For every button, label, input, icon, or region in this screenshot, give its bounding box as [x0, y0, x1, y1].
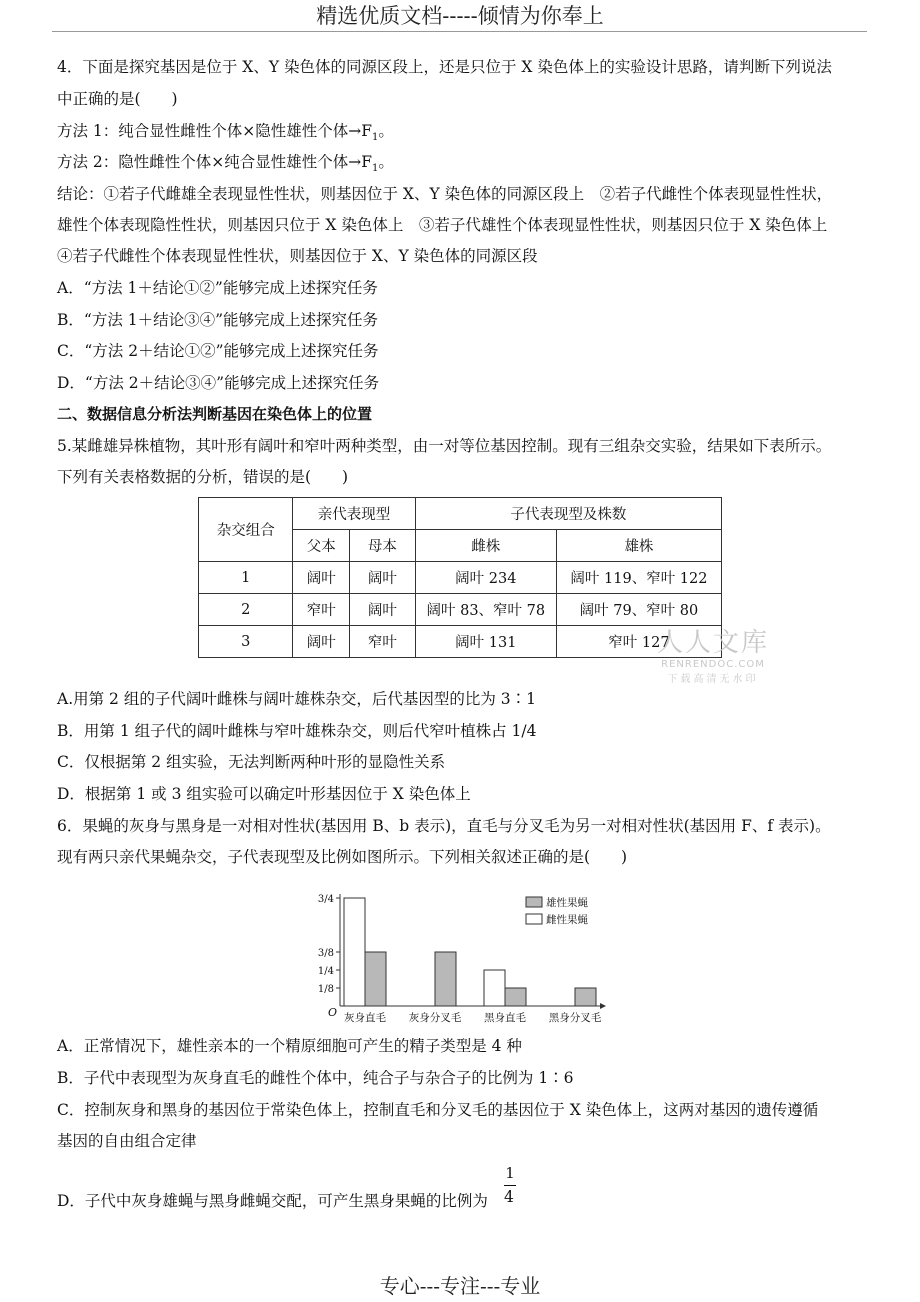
q4-conclusion-line1: 结论：①若子代雌雄全表现显性性状，则基因位于 X、Y 染色体的同源区段上 ②若子代雌性个体表现显性性状， [57, 185, 833, 203]
table-cell: 窄叶 127 [556, 626, 721, 658]
female-bar [484, 970, 505, 1006]
q6-option-a: A．正常情况下，雄性亲本的一个精原细胞可产生的精子类型是 4 种 [57, 1037, 522, 1055]
q4-method2-end: 。 [378, 153, 394, 171]
table-cell: 2 [199, 594, 293, 626]
bar-chart [300, 885, 620, 1030]
q5-option-d: D．根据第 1 或 3 组实验可以确定叶形基因位于 X 染色体上 [57, 785, 471, 803]
y-tick-label: 1/4 [317, 966, 334, 977]
q4-method1-sub: 1 [372, 132, 379, 144]
q6-option-b: B．子代中表现型为灰身直毛的雌性个体中，纯合子与杂合子的比例为 1∶6 [57, 1069, 574, 1087]
female-bar [344, 898, 365, 1006]
table-cell: 阔叶 234 [415, 562, 556, 594]
watermark-main: 人人文库 [656, 628, 769, 658]
q4-stem-line1: 4．下面是探究基因是位于 X、Y 染色体的同源区段上，还是只位于 X 染色体上的实验设计思路，请判断下列说法 [57, 58, 832, 76]
table-cell: 1 [199, 562, 293, 594]
x-category-label: 黑身直毛 [484, 1012, 526, 1024]
q4-stem-line2: 中正确的是( ) [57, 90, 178, 108]
x-category-label: 灰身分叉毛 [408, 1012, 462, 1024]
table-cell: 阔叶 [350, 594, 416, 626]
q5-option-a: A.用第 2 组的子代阔叶雌株与阔叶雄株杂交，后代基因型的比为 3∶1 [57, 690, 536, 708]
page-header: 精选优质文档-----倾情为你奉上 [316, 4, 604, 28]
male-bar [435, 952, 456, 1006]
fraction-numerator: 1 [505, 1164, 515, 1182]
q4-option-d: D．“方法 2＋结论③④”能够完成上述探究任务 [57, 374, 380, 392]
q4-option-c: C．“方法 2＋结论①②”能够完成上述探究任务 [57, 342, 379, 360]
y-tick-label: 3/8 [317, 948, 334, 959]
table-cell: 窄叶 [350, 626, 416, 658]
table-cell: 阔叶 [293, 562, 350, 594]
fraction-denominator: 4 [504, 1188, 514, 1206]
table-row [199, 562, 722, 594]
table-cell: 阔叶 79、窄叶 80 [556, 594, 721, 626]
q4-conclusion-line3: ④若子代雌性个体表现显性性状，则基因位于 X、Y 染色体的同源区段 [57, 247, 538, 265]
x-axis-arrow [600, 1003, 606, 1009]
table-cell: 3 [199, 626, 293, 658]
q6-option-c-cont: 基因的自由组合定律 [57, 1132, 197, 1150]
watermark-sub: 下载高清无水印 [667, 674, 759, 685]
q5-stem-line2: 下列有关表格数据的分析，错误的是( ) [57, 468, 349, 486]
y-tick-label: 1/8 [317, 984, 334, 995]
x-category-label: 黑身分叉毛 [548, 1012, 602, 1024]
th-mother: 母本 [350, 530, 416, 562]
th-male: 雄株 [556, 530, 721, 562]
page-footer: 专心---专注---专业 [379, 1274, 541, 1298]
origin-label: O [328, 1006, 338, 1019]
watermark [648, 622, 778, 685]
cross-table [198, 497, 722, 658]
male-bar [505, 988, 526, 1006]
q4-method1 [57, 121, 394, 148]
table-row [199, 594, 722, 626]
th-female: 雌株 [415, 530, 556, 562]
q6-option-d [57, 1188, 514, 1211]
legend-swatch-male [526, 897, 542, 907]
watermark-url: RENRENDOC.COM [661, 659, 765, 670]
q4-conclusion-line2: 雄性个体表现隐性性状，则基因只位于 X 染色体上 ③若子代雄性个体表现显性性状，则基因只位于 X 染色体上 [57, 216, 828, 234]
table-cell: 阔叶 119、窄叶 122 [556, 562, 721, 594]
table-cell: 阔叶 83、窄叶 78 [415, 594, 556, 626]
y-tick-label: 3/4 [317, 894, 334, 905]
q4-method2 [57, 152, 394, 179]
q4-method1-end: 。 [378, 122, 394, 140]
q4-option-b: B．“方法 1＋结论③④”能够完成上述探究任务 [57, 311, 379, 329]
section-title: 二、数据信息分析法判断基因在染色体上的位置 [57, 405, 373, 423]
q6-stem-line1: 6．果蝇的灰身与黑身是一对相对性状(基因用 B、b 表示)，直毛与分叉毛为另一对相对性状(基因用 F、f 表示)。 [57, 817, 831, 835]
q5-stem-line1: 5.某雌雄异株植物，其叶形有阔叶和窄叶两种类型，由一对等位基因控制。现有三组杂交实验，结果如下表所示。 [57, 437, 832, 455]
q6-option-c: C．控制灰身和黑身的基因位于常染色体上，控制直毛和分叉毛的基因位于 X 染色体上，这两对基因的遗传遵循 [57, 1101, 819, 1119]
legend-label-female: 雌性果蝇 [546, 914, 588, 926]
q5-option-c: C．仅根据第 2 组实验，无法判断两种叶形的显隐性关系 [57, 753, 446, 771]
legend-label-male: 雄性果蝇 [546, 897, 588, 909]
th-group: 杂交组合 [199, 498, 293, 562]
q4-option-a: A．“方法 1＋结论①②”能够完成上述探究任务 [57, 279, 378, 297]
header-divider [52, 31, 867, 32]
q4-method1-text: 方法 1：纯合显性雌性个体×隐性雄性个体→F [57, 122, 373, 140]
th-offspring: 子代表现型及株数 [415, 498, 721, 530]
table-cell: 窄叶 [293, 594, 350, 626]
male-bar [365, 952, 386, 1006]
q5-option-b: B．用第 1 组子代的阔叶雌株与窄叶雄株杂交，则后代窄叶植株占 1/4 [57, 722, 537, 740]
q4-method2-sub: 1 [372, 163, 379, 175]
q6-option-d-text: D．子代中灰身雄蝇与黑身雌蝇交配，可产生黑身果蝇的比例为 [57, 1192, 488, 1210]
q4-method2-text: 方法 2：隐性雌性个体×纯合显性雄性个体→F [57, 153, 373, 171]
legend-swatch-female [526, 914, 542, 924]
table-row [199, 626, 722, 658]
table-cell: 阔叶 [350, 562, 416, 594]
male-bar [575, 988, 596, 1006]
th-parent: 亲代表现型 [293, 498, 415, 530]
table-cell: 阔叶 [293, 626, 350, 658]
q6-stem-line2: 现有两只亲代果蝇杂交，子代表现型及比例如图所示。下列相关叙述正确的是( ) [57, 848, 628, 866]
x-category-label: 灰身直毛 [344, 1012, 386, 1024]
table-cell: 阔叶 131 [415, 626, 556, 658]
th-father: 父本 [293, 530, 350, 562]
fraction-bar [504, 1185, 516, 1186]
